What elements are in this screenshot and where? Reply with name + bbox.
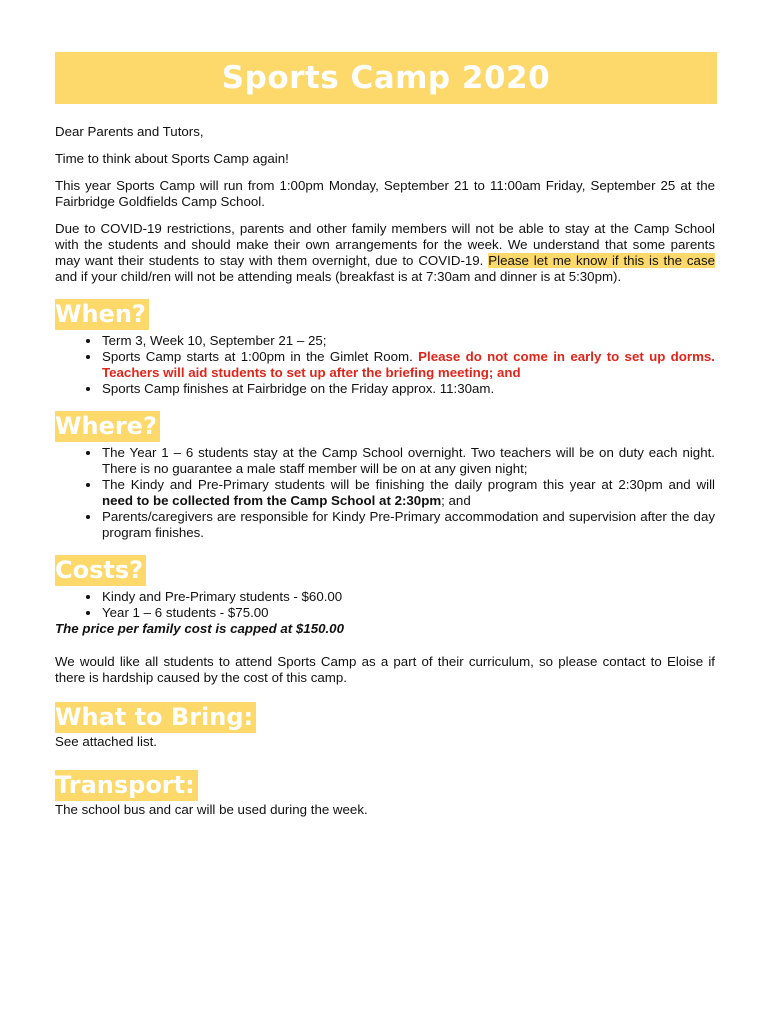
covid-text-before: Due to COVID-19 restrictions, parents and other family members will not be able to stay at the Camp School with the students and should make their own arrangements for the week. We understand that some parents may want their students to stay with them overnight, due to COVID-19. [55, 221, 715, 268]
covid-text-after: and if your child/ren will not be attending meals (breakfast is at 7:30am and dinner is at 5:30pm). [55, 269, 622, 284]
when-heading-wrap [55, 299, 715, 331]
schedule-text: This year Sports Camp will run from 1:00pm Monday, September 21 to 11:00am Friday, September 25 at the Fairbridge Goldfields Camp School. [55, 178, 715, 209]
hardship-text: We would like all students to attend Sports Camp as a part of their curriculum, so please contact to Eloise if there is hardship caused by the cost of this camp. [55, 654, 715, 685]
title-banner [55, 52, 717, 104]
when-list [55, 333, 715, 397]
list-item: • Sports Camp finishes at Fairbridge on the Friday approx. 11:30am. [101, 381, 715, 397]
where-heading: Where? [55, 411, 160, 442]
when-heading: When? [55, 299, 149, 330]
cost-cap-note: The price per family cost is capped at $150.00 [55, 621, 344, 636]
page-title: Sports Camp 2020 [221, 60, 551, 96]
when-start-text: Sports Camp starts at 1:00pm in the Gimlet Room. [102, 349, 413, 364]
costs-heading-wrap [55, 555, 715, 587]
list-item [101, 477, 715, 509]
transport-heading-wrap [55, 770, 715, 802]
list-item: • Term 3, Week 10, September 21 – 25; [101, 333, 715, 349]
bring-heading-wrap [55, 702, 715, 734]
letter-body [55, 124, 715, 818]
transport-text: The school bus and car will be used during the week. [55, 802, 368, 817]
where-kindy-text: The Kindy and Pre-Primary students will be finishing the daily program this year at 2:30pm and will [102, 477, 715, 492]
where-heading-wrap [55, 411, 715, 443]
transport-heading: Transport: [55, 770, 198, 801]
list-item: • Year 1 – 6 students - $75.00 [101, 605, 715, 621]
greeting: Dear Parents and Tutors, [55, 124, 204, 139]
list-item: • The Year 1 – 6 students stay at the Camp School overnight. Two teachers will be on duty each night. There is no guarantee a male staff member will be on at any given night; [101, 445, 715, 477]
list-item: • Kindy and Pre-Primary students - $60.00 [101, 589, 715, 605]
list-item [101, 349, 715, 381]
when-warning-text: Please do not come in early to set up dorms. Teachers will aid students to set up after the briefing meeting; and [102, 349, 715, 380]
where-list [55, 445, 715, 541]
list-item: • Parents/caregivers are responsible for Kindy Pre-Primary accommodation and supervision after the day program finishes. [101, 509, 715, 541]
costs-heading: Costs? [55, 555, 146, 586]
where-kindy-after: ; and [441, 493, 471, 508]
intro-text: Time to think about Sports Camp again! [55, 151, 289, 166]
where-collect-text: need to be collected from the Camp School at 2:30pm [102, 493, 442, 508]
covid-highlight: Please let me know if this is the case [488, 253, 715, 268]
covid-paragraph [55, 221, 715, 285]
bring-text: See attached list. [55, 734, 158, 749]
costs-list [55, 589, 715, 621]
bring-heading: What to Bring: [55, 702, 256, 733]
